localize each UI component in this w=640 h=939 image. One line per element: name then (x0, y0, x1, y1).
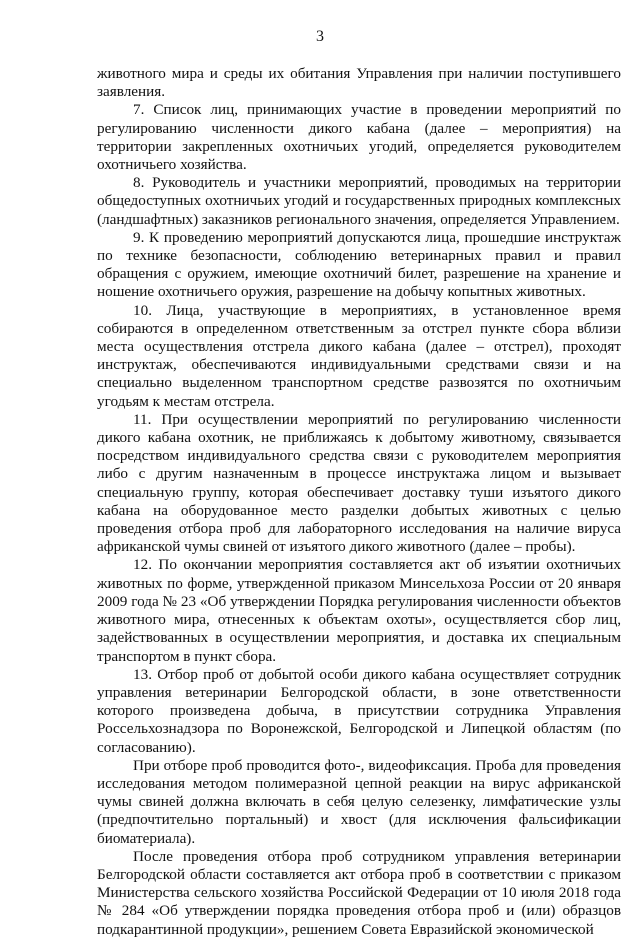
paragraph-13-act: После проведения отбора проб сотрудником управления ветеринарии Белгородской области составляется акт отбора проб в соответствии с приказом Министерства сельского хозяйства Российской Федерации от 10 июля 2018 года № 284 «Об утверждении порядка проведения отбора проб и (или) образцов подкарантинной продукции», решением Совета Евразийской экономической (97, 847, 621, 938)
paragraph-8: 8. Руководитель и участники мероприятий, проводимых на территории общедоступных охотничьих угодий и государственных природных комплексных (ландшафтных) заказников регионального значения, определяется Управлением. (97, 174, 621, 228)
page-number: 3 (316, 28, 324, 45)
paragraph-continuation: животного мира и среды их обитания Управления при наличии поступившего заявления. (97, 65, 621, 101)
paragraph-13-sampling: При отборе проб проводится фото-, видеофиксация. Проба для проведения исследования методом полимеразной цепной реакции на вирус африканской чумы свиней должна включать в себя целую селезенку, лимфатические узлы (предпочтительно портальный) и хвост (для исключения фальсификации биоматериала). (97, 756, 621, 847)
paragraph-9: 9. К проведению мероприятий допускаются лица, прошедшие инструктаж по технике безопасности, соблюдению ветеринарных правил и правил обращения с оружием, имеющие охотничий билет, разрешение на хранение и ношение охотничьего оружия, разрешение на добычу копытных животных. (97, 228, 621, 301)
paragraph-7: 7. Список лиц, принимающих участие в проведении мероприятий по регулированию численности дикого кабана (далее – мероприятия) на территории закрепленных охотничьих угодий, определяется руководителем охотничьего хозяйства. (97, 101, 621, 174)
paragraph-11: 11. При осуществлении мероприятий по регулированию численности дикого кабана охотник, не приближаясь к добытому животному, связывается посредством индивидуального средства связи с руководителем мероприятия либо с другим назначенным в процессе инструктажа лицом и вызывает специальную группу, которая обеспечивает доставку туши изъятого дикого кабана на оборудованное место разделки добытых животных с целью проведения отбора проб для лабораторного исследования на наличие вируса африканской чумы свиней от изъятого дикого животного (далее – пробы). (97, 410, 621, 556)
document-body (97, 65, 621, 939)
paragraph-12: 12. По окончании мероприятия составляется акт об изъятии охотничьих животных по форме, утвержденной приказом Минсельхоза России от 20 января 2009 года № 23 «Об утверждении Порядка регулирования численности объектов животного мира, отнесенных к объектам охоты», осуществляется сбор лиц, задействованных в осуществлении мероприятия, и доставка их специальным транспортом в пункт сбора. (97, 556, 621, 665)
paragraph-13: 13. Отбор проб от добытой особи дикого кабана осуществляет сотрудник управления ветеринарии Белгородской области, в зоне ответственности которого произведена добыча, в присутствии сотрудника Управления Россельхознадзора по Воронежской, Белгородской и Липецкой областям (по согласованию). (97, 665, 621, 756)
paragraph-10: 10. Лица, участвующие в мероприятиях, в установленное время собираются в определенном ответственным за отстрел пункте сбора вблизи места осуществления отстрела дикого кабана (далее – отстрел), проходят инструктаж, обеспечиваются индивидуальными средствами связи и на специально выделенном транспортном средстве развозятся по охотничьим угодьям к местам отстрела. (97, 301, 621, 410)
